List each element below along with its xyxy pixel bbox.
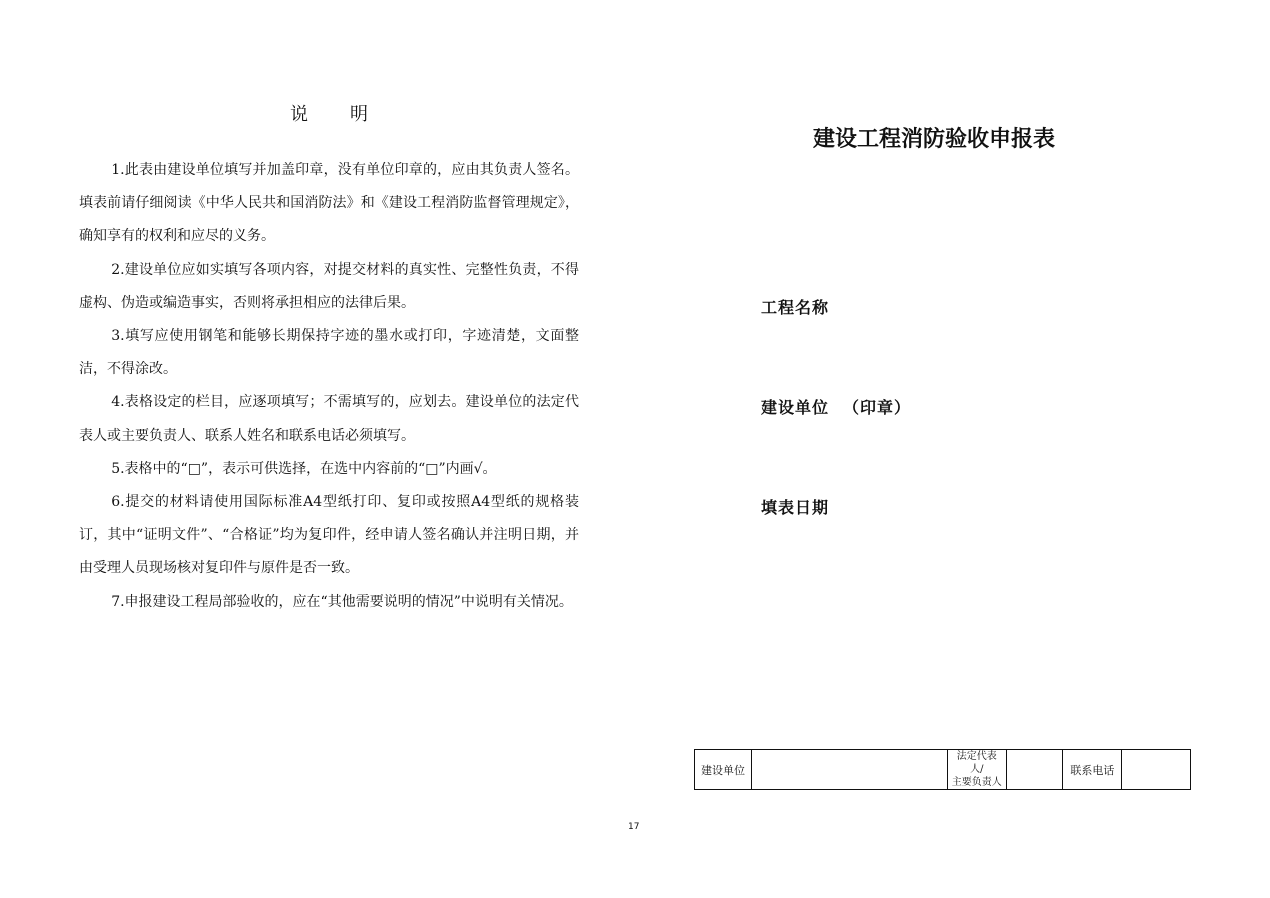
builder-label-row — [761, 395, 911, 418]
title-char-1: 说 — [290, 104, 308, 125]
legal-rep-cell-label — [947, 750, 1006, 790]
builder-cell-value[interactable] — [751, 750, 947, 790]
phone-cell-value[interactable] — [1122, 750, 1191, 790]
instruction-paragraph: 6.提交的材料请使用国际标准A4型纸打印、复印或按照A4型纸的规格装订，其中“证明文件”、“合格证”均为复印件，经申请人签名确认并注明日期，并由受理人员现场核对复印件与原件是否一致。 — [79, 494, 579, 577]
legal-rep-line1: 法定代表人/ — [956, 751, 997, 775]
builder-cell-label: 建设单位 — [695, 750, 752, 790]
phone-cell-label: 联系电话 — [1063, 750, 1122, 790]
instruction-paragraph: 3.填写应使用钢笔和能够长期保持字迹的墨水或打印，字迹清楚，文面整洁，不得涂改。 — [79, 328, 579, 378]
project-name-label: 工程名称 — [761, 298, 830, 317]
builder-label: 建设单位 — [761, 398, 830, 417]
instruction-paragraph: 4.表格设定的栏目，应逐项填写；不需填写的，应划去。建设单位的法定代表人或主要负责人、联系人姓名和联系电话必须填写。 — [79, 394, 579, 444]
legal-rep-line2: 主要负责人 — [951, 777, 1002, 788]
form-title: 建设工程消防验收申报表 — [813, 127, 1056, 152]
legal-rep-cell-value[interactable] — [1006, 750, 1063, 790]
instruction-paragraph: 1.此表由建设单位填写并加盖印章，没有单位印章的，应由其负责人签名。填表前请仔细阅读《中华人民共和国消防法》和《建设工程消防监督管理规定》，确知享有的权利和应尽的义务。 — [79, 162, 579, 245]
instruction-paragraph: 7.申报建设工程局部验收的，应在“其他需要说明的情况”中说明有关情况。 — [111, 593, 573, 610]
title-char-2: 明 — [350, 104, 368, 125]
instruction-paragraph: 2.建设单位应如实填写各项内容，对提交材料的真实性、完整性负责，不得虚构、伪造或编造事实，否则将承担相应的法律后果。 — [79, 261, 579, 311]
fill-date-label: 填表日期 — [761, 498, 830, 517]
instruction-paragraph: 5.表格中的“□”，表示可供选择，在选中内容前的“□”内画√。 — [111, 460, 497, 477]
stamp-label: （印章） — [843, 398, 912, 417]
instructions-body — [79, 154, 579, 619]
instructions-title — [290, 100, 368, 126]
page-number: 17 — [628, 822, 640, 832]
signature-table — [694, 749, 1191, 790]
